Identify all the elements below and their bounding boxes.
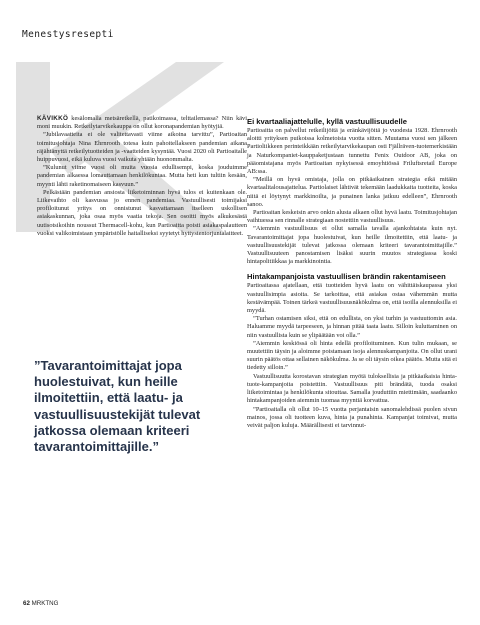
- right-column: [247, 117, 457, 430]
- subheading: Ei kvartaaliajattelulle, kyllä vastuullisuudelle: [247, 117, 407, 126]
- body-paragraph: ”Aiemmin keskiössä oli hinta edellä profiloituminen. Kun tulin mukaan, se muutettiin täysin ja aloimme poistamaan isoja alennuskampanjoita. On ollut urani suurin päätös ottaa sellainen näkökulma. Ja se oli täysin oikea päätös. Mutta sitä ei tiedetty silloin.”: [247, 339, 457, 372]
- body-paragraph: ”Meillä on hyvä omistaja, jolla on pitkäaikainen strategia eikä mitään kvartaalitalousajattelua. Partiolaiset lähtivät tekemään laadukkaita tuotteita, koska niitä ei löytynyt markkinoilta, ja punainen lanka jatkuu edelleen”, Ehrnrooth sanoo.: [247, 176, 457, 208]
- body-paragraph: ”Turhan ostamisen siksi, että on edullista, on yksi turhin ja vastuuttomin asia. Haluamme myydä tarpeeseen, ja hinnan pitää taata laatu. Silloin kuluttaminen on niin vastuullista kuin se ylipäätään voi olla.”: [247, 315, 457, 339]
- pull-quote: ”Tavarantoimittajat jopa huolestuivat, kun heille ilmoitettiin, että laatu- ja vastuullisuustekijät tulevat jatkossa olemaan kriteeri tavarantoimittajille.”: [34, 358, 201, 455]
- body-paragraph: ”Aiemmin vastuullisuus ei ollut samalla tavalla ajankohtaista kuin nyt. Tavarantoimittajat jopa huolestuivat, kun heille ilmoitettiin, että laatu- ja vastuullisuustekijät tulevat jatkossa olemaan kriteeri tavarantoimittajille.” Vastuullisuuteen panostamisen lisäksi suurin muutos strategiassa koski hintapolitiikkaa ja markkinointia.: [247, 225, 457, 266]
- left-column: [37, 115, 247, 238]
- lead-word: KÄVIKKÖ: [37, 115, 69, 122]
- body-paragraph: ”Jubilavaatteita ei ole valitettavasti viime aikoina tarvittu”, Partioaitan toimitusjohtaja Nina Ehrnrooth totesa kuin pahoitellakseen pandemian aikana räjähtänyttä retkeilytuotteiden ja -vaatteiden kysyntää. Vuosi 2020 oli Partioaitalle huippuvuosi, eikä kuluva vuosi vaikuta yhtään huonommalta.: [37, 131, 247, 164]
- body-paragraph: Partioaitassa ajatellaan, että tuotteiden hyvä laatu on vähittäiskaupassa yksi vastuullisimpia asioita. Se tarkoittaa, että asiakas ostaa vähemmän mutta kestävämpää. Toinen tärkeä vastuullisuusnäkökulma on, että isoilla alennuksilla ei myydä.: [247, 282, 457, 315]
- intro-paragraph: KÄVIKKÖ kesälomalla metsäretkellä, patikoimassa, telttailemassa? Niin kävi moni muukin. Retkeilytarvikekauppa on ollut koronapandemian hyötyjiä.: [37, 115, 247, 131]
- subheading: Hintakampanjoista vastuullisen brändin rakentamiseen: [247, 272, 446, 282]
- body-paragraph: Partioaitta on palvellut retkeilijöitä ja eränkävijöitä jo vuodesta 1928. Ehrnrooth aloitti yrityksen puikoissa kolmetoista vuotta sitten. Muutama vuosi sen jälkeen Partioliikkeen perinteikkään retkeilytarvikekaupan osti Fjällräven-tuotemerkistään ja Naturkompaniet-kauppaketjustaan tunnettu Fenix Outdoor AB, joka on pääomistajana myös Partioaitan nykyisessä emoyhtiössä Friluftsretail Europe AB:ssa.: [247, 127, 457, 176]
- section-label: Menestysresepti: [22, 29, 114, 40]
- body-paragraph: ”Kulunut viime vuosi oli muita vuosia edullisempi, koska jouduimme pandemian alkaessa lomauttamaan henkilökuntaa. Mutta heti kun tultiin kesään, myynti lähti raketinomaiseen kasvuun.”: [37, 164, 247, 188]
- body-paragraph: Pelkästään pandemian ansiosta liiketoiminnan hyvä tulos ei kuitenkaan ole. Liikevaihto oli kasvussa jo ennen pandemiaa. Vastuullisesti toimijaksi profiloitunut yritys on onnistunut kasvattamaan itselleen uskollisen asiakaskunnan, joka osaa myös vaatia tekoja. Sen osoitti myös alkukesästä uutisotsikoihin noussut Thermacell-kohu, kun Partioaitta poisti asiakaspalautteen vuoksi valikoimistaan ympäristölle haitalliseksi syytetyt hyttystentorjuntalaitteet.: [37, 188, 247, 237]
- page-footer: [23, 600, 58, 607]
- page-number: 62: [23, 600, 30, 607]
- body-paragraph: ”Partioaitalla oli ollut 10–15 vuotta perjantaisin sanomalehdissä puolen sivun mainos, jossa oli tuotteen kuva, hinta ja punahinta. Kampanjat toimivat, mutta veivät paljon kuluja. Määrällisesti ei tarvinnut-: [247, 405, 457, 429]
- magazine-name: MRKTNG: [31, 600, 59, 607]
- body-paragraph: Vastuullisuutta korostavan strategian myötä tuloksellisia ja pitkäaikaisia hinta-tuote-kampanjoita poistettiin. Vastuullisuus piti brändätä, tuoda osaksi liiketoimintaa ja henkilökunta sitouttaa. Samalla jouduttiin miettimään, saadaanko hintakampanjoiden aiemmin tuomaa myyntiä korvattua.: [247, 372, 457, 405]
- body-paragraph: Partioaitan keskeisin arvo onkin alusta alkaen ollut hyvä laatu. Toimitusjohtajan vaihtuessa sen rinnalle strategiaan nostettiin vastuullisuus.: [247, 209, 457, 225]
